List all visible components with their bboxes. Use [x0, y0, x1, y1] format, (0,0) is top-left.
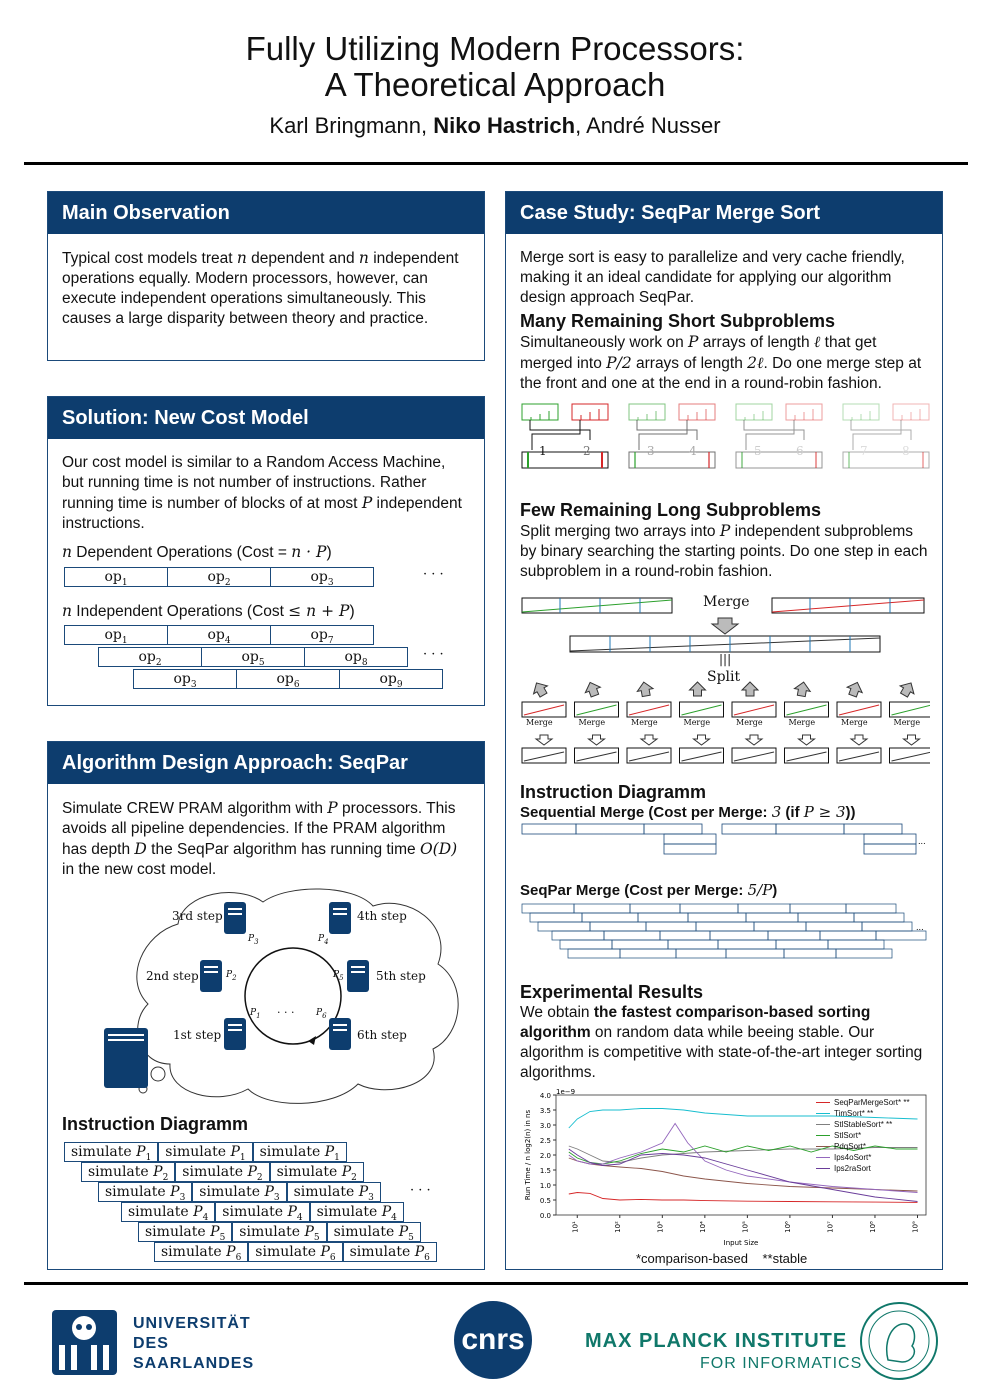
instr-box	[864, 834, 916, 844]
merge-connector	[637, 420, 697, 450]
x-tick-label: 10¹	[571, 1221, 580, 1233]
legend-label: StlStableSort* **	[834, 1120, 893, 1129]
instr-box	[738, 904, 790, 913]
arrow-icon	[530, 679, 551, 699]
ellipsis: ...	[918, 837, 926, 846]
x-axis-label: Input Size	[723, 1239, 759, 1247]
simulate-row: simulate $P_4$ simulate $P_4$ simulate $P_4$	[121, 1202, 404, 1222]
result-trend	[734, 752, 774, 761]
sub-trend	[682, 705, 722, 715]
independent-ops-label: n Independent Operations (Cost ≤ n + P)	[62, 602, 355, 620]
ellipsis: · · ·	[423, 567, 444, 582]
instr-box	[722, 824, 776, 834]
op-box: $op_3$	[133, 669, 237, 689]
arrow-icon	[636, 681, 654, 698]
short-subproblems-text: Simultaneously work on P arrays of length ℓ that get merged into P/2 arrays of length 2ℓ. Do one merge step at the front and one at the end in a round-robin fashion.	[520, 333, 922, 392]
legend-swatch	[816, 1146, 830, 1147]
poster-title-line1: Fully Utilizing Modern Processors:	[245, 30, 745, 67]
main-observation-text: Typical cost models treat n dependent and n independent operations equally. Modern processors, however, can execute independent operations simultaneously. This causes a large disparity between theory and practice.	[62, 249, 459, 327]
arrow-icon	[690, 682, 706, 696]
ellipsis: · · ·	[410, 1183, 431, 1198]
legend-entry	[816, 1097, 910, 1108]
y-tick-label: 2.0	[539, 1152, 551, 1160]
y-tick-label: 3.5	[539, 1107, 551, 1115]
instr-box	[660, 931, 710, 940]
array-trend	[772, 600, 924, 612]
simulate-row: simulate $P_2$ simulate $P_2$ simulate $P_2$	[81, 1162, 364, 1182]
merge-step-number: 8	[902, 444, 910, 458]
proc-label: $P_4$	[318, 934, 329, 946]
author-2: Niko Hastrich	[433, 113, 576, 138]
merge-step-number: 6	[796, 444, 804, 458]
small-merge-label: Merge	[578, 718, 606, 727]
merged-array	[736, 452, 822, 468]
instr-box	[828, 940, 884, 949]
arrow-down-icon	[536, 735, 552, 745]
x-tick-label: 10⁵	[741, 1221, 750, 1233]
arrow-down-icon	[589, 735, 605, 745]
panel-body	[48, 784, 484, 880]
instr-box	[530, 913, 582, 922]
proc-label: $P_2$	[226, 970, 237, 982]
y-tick-label: 0.0	[539, 1212, 551, 1220]
op-box: $op_6$	[236, 669, 340, 689]
server-icon	[200, 960, 222, 992]
footnote: *comparison-based **stable	[636, 1251, 808, 1266]
instr-box	[538, 922, 590, 931]
arrow-icon	[583, 680, 603, 699]
legend-swatch	[816, 1157, 830, 1158]
merge-connector	[744, 420, 804, 450]
legend-label: Ips4oSort*	[834, 1153, 872, 1162]
merged-array	[629, 452, 715, 468]
author-1: Karl Bringmann,	[269, 113, 434, 138]
instr-box	[644, 824, 702, 834]
instr-box	[718, 940, 776, 949]
server-icon-large	[104, 1028, 148, 1088]
uds-logo-icon	[47, 1300, 122, 1380]
dependent-ops-label: n Dependent Operations (Cost = n · P)	[62, 543, 332, 561]
series-line	[569, 1193, 918, 1203]
merge-step-number: 5	[754, 444, 762, 458]
merge-label: Merge	[703, 594, 750, 610]
uds-logo-text: UNIVERSITÄT DES SAARLANDES	[133, 1315, 255, 1372]
instr-box	[574, 904, 630, 913]
equiv-symbol: |||	[719, 652, 732, 666]
panel-title: Case Study: SeqPar Merge Sort	[506, 192, 942, 234]
sub-trend	[892, 705, 931, 715]
instr-box	[696, 922, 754, 931]
arrow-down-icon	[851, 735, 867, 745]
merge-step-number: 4	[689, 444, 697, 458]
sub-trend	[839, 705, 879, 715]
simulate-row: simulate $P_5$ simulate $P_5$ simulate $P_5$	[138, 1222, 421, 1242]
proc-label: $P_1$	[250, 1008, 261, 1020]
x-tick-label: 10³	[656, 1221, 665, 1233]
op-box: $op_1$	[64, 625, 168, 645]
arrow-icon	[793, 681, 811, 698]
instr-box	[568, 949, 620, 958]
arrow-icon	[845, 680, 865, 699]
step-label: 3rd step	[172, 909, 223, 923]
legend-swatch	[816, 1135, 830, 1136]
cnrs-logo: cnrs	[454, 1301, 532, 1379]
long-subproblems-text: Split merging two arrays into P independent subproblems by binary searching the starting points. Do one step in each subproblem in a round-robin fashion.	[520, 522, 928, 580]
mpi-logo-line1: MAX PLANCK INSTITUTE	[585, 1330, 848, 1352]
sub-array	[890, 702, 931, 717]
op-box: $op_7$	[270, 625, 374, 645]
instr-box	[864, 844, 916, 854]
ellipsis: ...	[916, 923, 924, 932]
x-tick-label: 10²	[613, 1221, 622, 1233]
instr-box	[790, 904, 846, 913]
result-array	[890, 748, 931, 763]
legend-swatch	[816, 1102, 830, 1103]
small-merge-label: Merge	[526, 718, 553, 727]
array-trend	[522, 600, 672, 612]
ellipsis: · · ·	[423, 647, 444, 662]
instr-box	[552, 931, 604, 940]
short-subproblems-title: Many Remaining Short Subproblems	[520, 311, 836, 331]
small-merge-label: Merge	[631, 718, 658, 727]
cycle-dots: · · ·	[277, 1006, 295, 1019]
panel-body	[48, 439, 484, 563]
arrow-down-icon	[641, 735, 657, 745]
instr-box	[676, 949, 726, 958]
instr-box	[836, 949, 892, 958]
op-box: $op_2$	[167, 567, 271, 587]
proc-label: $P_6$	[316, 1008, 327, 1020]
instr-box	[726, 949, 784, 958]
simulate-row: simulate $P_1$ simulate $P_1$ simulate $P_1$	[64, 1142, 347, 1162]
sequential-merge-title: Sequential Merge (Cost per Merge: 3 (if P ≥ 3))	[520, 803, 856, 821]
instr-box	[862, 922, 912, 931]
legend-swatch	[816, 1113, 830, 1114]
small-merge-label: Merge	[841, 718, 868, 727]
sub-trend	[734, 705, 774, 715]
seqpar-merge-diagram	[520, 902, 935, 962]
legend-entry	[816, 1130, 910, 1141]
op-box: $op_1$	[64, 567, 168, 587]
result-trend	[682, 752, 722, 761]
long-subproblems-title: Few Remaining Long Subproblems	[520, 500, 822, 520]
panel-title: Main Observation	[48, 192, 484, 234]
merged-trend	[570, 638, 880, 651]
merged-array	[522, 452, 608, 468]
instr-box	[754, 922, 806, 931]
panel-body	[506, 234, 942, 394]
arrow-icon	[897, 679, 918, 699]
long-subproblems-block	[520, 497, 930, 582]
proc-label: $P_5$	[333, 970, 344, 982]
panel-seqpar	[47, 741, 485, 1270]
instr-box	[590, 922, 646, 931]
instr-box	[876, 931, 926, 940]
small-merge-label: Merge	[788, 718, 816, 727]
small-merge-label: Merge	[893, 718, 921, 727]
instr-box	[688, 913, 746, 922]
poster-title-line2: A Theoretical Approach	[324, 66, 666, 103]
y-tick-label: 3.0	[539, 1122, 551, 1130]
op-box: $op_3$	[270, 567, 374, 587]
instr-box	[768, 931, 820, 940]
arrow-icon	[742, 682, 758, 696]
instruction-diagram-title: Instruction Diagramm	[62, 1114, 249, 1134]
seqpar-merge-title: SeqPar Merge (Cost per Merge: 5/P)	[520, 881, 778, 899]
instr-box	[604, 931, 660, 940]
sub-trend	[787, 705, 827, 715]
result-trend	[629, 752, 669, 761]
result-array	[575, 748, 619, 763]
instr-box	[612, 940, 668, 949]
server-icon	[224, 902, 246, 934]
server-icon	[224, 1018, 246, 1050]
minerva-seal-icon	[858, 1300, 940, 1382]
x-tick-label: 10⁸	[868, 1221, 877, 1233]
server-icon	[347, 960, 369, 992]
legend-entry	[816, 1108, 910, 1119]
instr-box	[664, 834, 716, 844]
legend-label: TimSort* **	[834, 1109, 874, 1118]
legend-entry	[816, 1152, 910, 1163]
panel-body	[48, 234, 484, 329]
arrow-down-icon	[694, 735, 710, 745]
solution-text: Our cost model is similar to a Random Access Machine, but running time is not number of instructions. Rather running time is number of blocks of at most P independent instructions.	[62, 454, 462, 532]
y-tick-label: 2.5	[539, 1137, 551, 1145]
instr-box	[798, 913, 854, 922]
legend-label: PdqSort*	[834, 1142, 867, 1151]
y-axis-label: Run Time / n log2(n) in ns	[524, 1109, 532, 1201]
case-study-intro: Merge sort is easy to parallelize and very cache friendly, making it an ideal candidate for applying our algorithm design approach SeqPar.	[520, 249, 905, 306]
small-merge-label: Merge	[683, 718, 711, 727]
sub-trend	[524, 705, 564, 715]
chart-legend	[816, 1097, 910, 1174]
panel-solution	[47, 396, 485, 706]
merged-array	[843, 452, 929, 468]
x-tick-label: 10⁷	[826, 1221, 835, 1233]
instr-box	[560, 940, 612, 949]
merge-step-number: 1	[539, 444, 547, 458]
arrow-down-icon	[712, 618, 738, 634]
merge-step-number: 2	[583, 444, 591, 458]
instr-box	[784, 949, 836, 958]
instr-box	[638, 913, 688, 922]
authors	[0, 113, 990, 139]
server-icon	[329, 1018, 351, 1050]
instr-box	[846, 904, 896, 913]
instr-box	[664, 844, 716, 854]
legend-entry	[816, 1119, 910, 1130]
step-label: 4th step	[357, 909, 407, 923]
mpi-logo-line2: FOR INFORMATICS	[700, 1355, 863, 1372]
op-box: $op_5$	[201, 647, 305, 667]
legend-swatch	[816, 1124, 830, 1125]
step-label: 2nd step	[146, 969, 199, 983]
server-icon	[329, 902, 351, 934]
y-tick-label: 1.0	[539, 1182, 551, 1190]
instr-box	[576, 824, 644, 834]
merge-step-number: 3	[647, 444, 655, 458]
sequential-merge-diagram	[520, 822, 930, 858]
legend-label: StlSort*	[834, 1131, 862, 1140]
legend-entry	[816, 1141, 910, 1152]
experimental-block	[520, 979, 930, 1083]
instr-box	[522, 824, 576, 834]
y-tick-label: 1.5	[539, 1167, 551, 1175]
instruction-diagram-title: Instruction Diagramm	[520, 782, 707, 802]
short-subproblems-diagram	[520, 402, 930, 482]
result-array	[732, 748, 776, 763]
instr-box	[746, 913, 798, 922]
instr-box	[710, 931, 768, 940]
sub-trend	[577, 705, 617, 715]
simulate-row: simulate $P_6$ simulate $P_6$ simulate $P_6$	[154, 1242, 437, 1262]
arrow-down-icon	[904, 735, 920, 745]
result-trend	[524, 752, 564, 761]
panel-title: Algorithm Design Approach: SeqPar	[48, 742, 484, 784]
instr-box	[582, 913, 638, 922]
experimental-title: Experimental Results	[520, 982, 704, 1002]
instr-box	[630, 904, 680, 913]
experimental-text: We obtain the fastest comparison-based sorting algorithm on random data while beeing stable. Our algorithm is competitive with state-of-the-art integer sorting algorithms.	[520, 1004, 923, 1081]
panel-case-study	[505, 191, 943, 1270]
instr-box	[844, 824, 902, 834]
result-trend	[892, 752, 931, 761]
instr-box	[646, 922, 696, 931]
step-label: 5th step	[376, 969, 426, 983]
arrow-down-icon	[799, 735, 815, 745]
instr-box	[680, 904, 738, 913]
op-box: $op_9$	[339, 669, 443, 689]
instr-box	[820, 931, 876, 940]
instr-box	[776, 940, 828, 949]
author-3: , André Nusser	[575, 113, 721, 138]
op-box: $op_8$	[304, 647, 408, 667]
instr-box	[522, 904, 574, 913]
instr-box	[854, 913, 904, 922]
result-array	[522, 748, 566, 763]
x-tick-label: 10⁴	[698, 1221, 707, 1233]
proc-label: $P_3$	[248, 934, 259, 946]
sub-trend	[629, 705, 669, 715]
panel-title: Solution: New Cost Model	[48, 397, 484, 439]
instr-box	[776, 824, 844, 834]
result-trend	[787, 752, 827, 761]
result-trend	[577, 752, 617, 761]
split-label: Split	[707, 669, 741, 685]
instr-box	[620, 949, 676, 958]
legend-label: SeqParMergeSort* **	[834, 1098, 910, 1107]
instr-box	[806, 922, 862, 931]
result-array	[785, 748, 829, 763]
x-tick-label: 10⁹	[911, 1221, 920, 1233]
step-label: 6th step	[357, 1028, 407, 1042]
op-box: $op_4$	[167, 625, 271, 645]
footer-rule	[24, 1282, 968, 1285]
merge-step-number: 7	[860, 444, 868, 458]
legend-entry	[816, 1163, 910, 1174]
y-tick-label: 0.5	[539, 1197, 551, 1205]
panel-main-observation	[47, 191, 485, 361]
small-merge-label: Merge	[736, 718, 763, 727]
y-exponent: 1e−9	[556, 1088, 576, 1096]
legend-label: Ips2raSort	[834, 1164, 871, 1173]
op-box: $op_2$	[98, 647, 202, 667]
result-array	[680, 748, 724, 763]
simulate-row: simulate $P_3$ simulate $P_3$ simulate $P_3$	[98, 1182, 381, 1202]
result-array	[627, 748, 671, 763]
legend-swatch	[816, 1168, 830, 1169]
seqpar-text: Simulate CREW PRAM algorithm with P processors. This avoids all pipeline dependencies. If the PRAM algorithm has depth D the SeqPar algorithm has running time O(D) in the new cost model.	[62, 799, 458, 878]
arrow-down-icon	[746, 735, 762, 745]
step-label: 1st step	[173, 1028, 222, 1042]
result-trend	[839, 752, 879, 761]
result-array	[837, 748, 881, 763]
x-tick-label: 10⁶	[783, 1221, 792, 1233]
y-tick-label: 4.0	[539, 1092, 551, 1100]
header-rule	[24, 162, 968, 165]
instr-box	[668, 940, 718, 949]
